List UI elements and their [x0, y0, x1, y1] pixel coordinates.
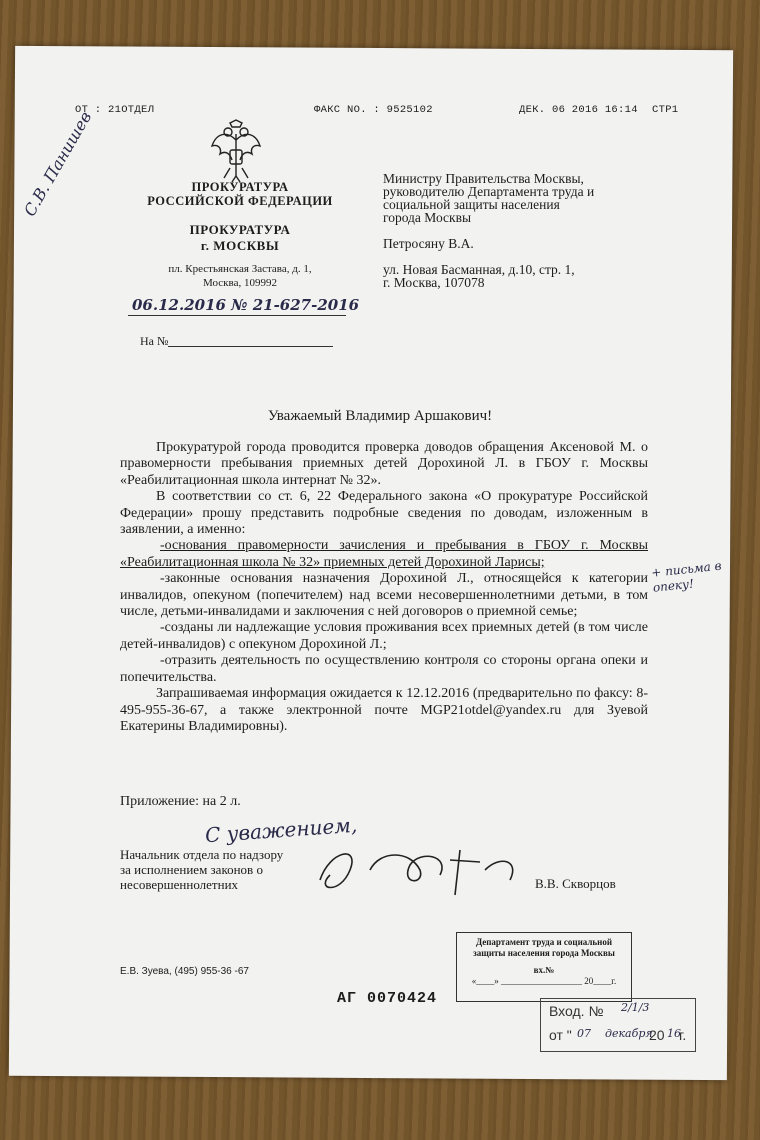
sender-address-line2: Москва, 109992	[203, 277, 277, 289]
incoming-label: Вход. №	[549, 1003, 604, 1019]
reference-label: На №	[140, 334, 169, 348]
incoming-year-prefix: 20	[649, 1027, 665, 1043]
body-item: -созданы ли надлежащие условия проживания всех приемных детей (в том числе детей-инвалидов) с опекуном Дорохиной Л.;	[120, 620, 648, 652]
signer-name: В.В. Скворцов	[535, 876, 616, 891]
stamp-line1: Департамент труда и социальной	[475, 937, 613, 947]
incoming-from-label: от "	[549, 1027, 572, 1043]
sender-address	[140, 262, 340, 290]
incoming-year: 16	[667, 1027, 681, 1040]
addressee-line: Министру Правительства Москвы,	[383, 171, 584, 186]
document-serial: АГ 0070424	[337, 990, 438, 1007]
body-paragraph: В соответствии со ст. 6, 22 Федерального закона «О прокуратуре Российской Федерации» прошу представить подробные сведения по доводам, изложенным в заявлении, а именно:	[120, 489, 648, 538]
sender-org-line1: ПРОКУРАТУРА	[191, 180, 289, 194]
incoming-suffix: г.	[679, 1027, 687, 1043]
department-stamp	[456, 932, 632, 1002]
addressee-line: ул. Новая Басманная, д.10, стр. 1,	[383, 262, 575, 277]
incoming-stamp	[540, 998, 696, 1052]
letter-body	[120, 440, 648, 735]
margin-note-left: С.В. Панишев	[20, 108, 96, 220]
stamp-line3: вх.№	[533, 965, 555, 975]
stamp-line4: «____» __________________ 20____г.	[471, 976, 617, 986]
position-line3: несовершеннолетних	[120, 877, 239, 892]
incoming-number: 2/1/3	[621, 1001, 650, 1014]
sender-subdivision	[140, 222, 340, 254]
addressee-line: г. Москва, 107078	[383, 275, 485, 290]
addressee-name: Петросяну В.А.	[383, 236, 474, 251]
document-date-number: 06.12.2016 № 21-627-2016	[132, 296, 360, 314]
addressee-line: социальной защиты населения	[383, 197, 560, 212]
addressee-block	[383, 172, 653, 289]
sender-sub-line2: г. МОСКВЫ	[200, 238, 280, 253]
double-headed-eagle-emblem-icon	[208, 120, 264, 182]
body-item: -отразить деятельность по осуществлению контроля со стороны органа опеки и попечительства.	[120, 653, 648, 685]
addressee-line: руководителю Департамента труда и	[383, 184, 595, 199]
handwritten-regards: С уважением,	[204, 812, 358, 848]
sender-sub-line1: ПРОКУРАТУРА	[189, 222, 291, 237]
addressee-line: города Москвы	[383, 210, 472, 225]
position-line1: Начальник отдела по надзору	[120, 847, 284, 862]
sender-org-line2: РОССИЙСКОЙ ФЕДЕРАЦИИ	[147, 194, 333, 208]
body-item: -законные основания назначения Дорохиной Л., относящейся к категории инвалидов, опекуном (попечителем) над всеми несовершеннолетними детьми, в том числе, детьми-инвалидами и заключения с ней договоров о приемной семье;	[120, 571, 648, 620]
sender-address-line1: пл. Крестьянская Застава, д. 1,	[168, 263, 312, 275]
attachment-note: Приложение: на 2 л.	[120, 794, 241, 809]
incoming-day: 07	[577, 1027, 591, 1040]
signature-scribble	[310, 840, 530, 900]
incoming-month: декабря	[605, 1027, 653, 1040]
fax-from: ОТ : 21ОТДЕЛ	[75, 104, 155, 116]
position-line2: за исполнением законов о	[120, 862, 263, 877]
fax-page: СТР1	[652, 104, 679, 116]
fax-number: ФАКС NO. : 9525102	[314, 104, 433, 116]
fax-date-time: ДЕК. 06 2016 16:14	[519, 104, 638, 116]
body-paragraph: Запрашиваемая информация ожидается к 12.12.2016 (предварительно по факсу: 8-495-955-36-67, а также электронной почте MGP21otdel@yandex.ru для Зуевой Екатерины Владимировны).	[120, 686, 648, 734]
signer-position	[120, 847, 283, 892]
sender-organization	[140, 180, 340, 208]
body-item: -основания правомерности зачисления и пребывания в ГБОУ г. Москвы «Реабилитационная школа № 32» приемных детей Дорохиной Ларисы;	[120, 538, 648, 570]
executor-contact: Е.В. Зуева, (495) 955-36 -67	[120, 966, 249, 977]
stamp-line2: защиты населения города Москвы	[473, 948, 615, 958]
greeting: Уважаемый Владимир Аршакович!	[267, 408, 493, 424]
date-underline	[128, 315, 346, 316]
reference-blank-line	[168, 346, 333, 347]
body-paragraph: Прокуратурой города проводится проверка доводов обращения Аксеновой М. о правомерности пребывания приемных детей Дорохиной Л. в ГБОУ г. Москвы «Реабилитационная школа интернат № 32».	[120, 440, 648, 488]
margin-note-right: + письма в опеку!	[650, 558, 723, 595]
